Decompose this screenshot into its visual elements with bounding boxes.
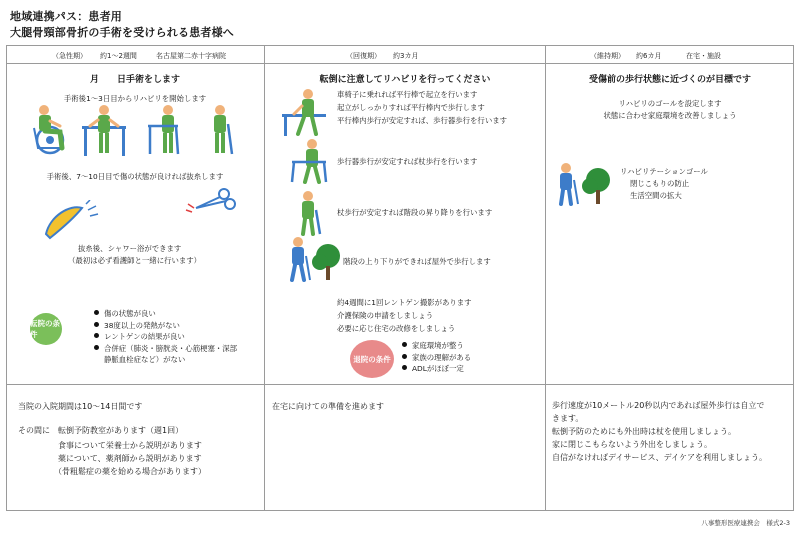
recovery-notes: [337, 296, 472, 335]
maintenance-bottom-notes: [552, 399, 767, 464]
parallel-bars-patient-icon: [282, 88, 330, 138]
acute-heading: 月 日手術をします: [89, 75, 180, 85]
bottom-line: 転倒予防のためにも外出時は杖を使用しましょう。: [552, 427, 736, 436]
list-item: ADLがほぼ一定: [402, 363, 471, 375]
cane-patient-icon: [294, 190, 324, 236]
recovery-step-stairs: 階段の上り下りができれば屋外で歩行します: [343, 257, 491, 266]
walker-patient-icon: [148, 105, 178, 154]
early-rehab-figures: [20, 104, 250, 160]
document-title: 地域連携パス：患者用: [10, 10, 122, 23]
recovery-steps-1: [337, 88, 507, 127]
list-item: 家庭環境が整う: [402, 340, 471, 352]
list-item: 合併症（肺炎・膀胱炎・心筋梗塞・深部: [94, 343, 237, 355]
gauze-pad-icon: [40, 200, 100, 242]
bottom-line: 薬について、薬剤師から説明があります: [18, 454, 202, 463]
note-text: 約4週間に1回レントゲン撮影があります: [337, 298, 472, 307]
maintenance-phase-label: （維持期）: [590, 52, 625, 60]
cane-patient-icon: [214, 105, 232, 154]
transfer-conditions-list: [94, 308, 237, 366]
recovery-step-cane: 杖歩行が安定すれば階段の昇り降りを行います: [337, 208, 493, 217]
list-item: 傷の状態が良い: [94, 308, 237, 320]
transfer-conditions-badge: 転院の条件: [30, 313, 62, 345]
cane-patient-icon: [560, 163, 578, 204]
cane-patient-icon: [292, 237, 310, 280]
step-text: 平行棒内歩行が安定すれば、歩行器歩行を行います: [337, 116, 507, 125]
wheelchair-patient-icon: [34, 105, 64, 153]
goal-text: リハビリテーションゴール: [620, 167, 708, 176]
bottom-line: その間に 転倒予防教室があります（週1回）: [18, 426, 184, 435]
bottom-line: 歩行速度が10メートル20秒以内であれば屋外歩行は自立で: [552, 401, 765, 410]
step-text: 起立がしっかりすれば平行棒内で歩行します: [337, 103, 485, 112]
form-number: 八事整形医療連携会 様式2-3: [701, 519, 790, 527]
bottom-line: 当院の入院期間は10～14日間です: [18, 402, 143, 411]
acute-stitches-text: 手術後、7～10日目で傷の状態が良ければ抜糸します: [46, 172, 224, 181]
recovery-step-walker: 歩行器歩行が安定すれば杖歩行を行います: [337, 157, 478, 166]
acute-shower-text-2: （最初は必ず看護師と一緒に行います）: [68, 256, 202, 265]
recovery-bottom-note: 在宅に向けての準備を進めます: [272, 402, 384, 411]
acute-period: 約1～2週間: [100, 52, 137, 60]
acute-rehab-text: 手術後1～3日目からリハビリを開始します: [63, 94, 207, 103]
header-divider: [6, 63, 794, 64]
list-item: 家族の理解がある: [402, 352, 471, 364]
bottom-line: （骨粗鬆症の薬を始める場合があります）: [18, 467, 206, 476]
note-text: 必要に応じ住宅の改修をしましょう: [337, 324, 456, 333]
maintenance-goals: [620, 166, 708, 202]
recovery-period: 約3カ月: [393, 52, 419, 60]
parallel-bars-patient-icon: [82, 105, 126, 156]
bottom-line: [18, 415, 206, 423]
note-text: 介護保険の申請をしましょう: [337, 311, 434, 320]
goal-figure: [552, 162, 616, 206]
document-subtitle: 大腿骨頸部骨折の手術を受けられる患者様へ: [10, 26, 234, 39]
maintenance-goal-2: 状態に合わせ家庭環境を改善しましょう: [603, 111, 737, 120]
list-item: 静脈血栓症など）がない: [104, 355, 186, 364]
outdoor-walk-figure: [284, 236, 344, 282]
acute-shower-text-1: 抜糸後、シャワー浴ができます: [78, 244, 182, 253]
maintenance-facility: 在宅・施設: [686, 52, 721, 60]
scissors-icon: [184, 186, 240, 216]
maintenance-period: 約6カ月: [636, 52, 662, 60]
maintenance-heading: 受傷前の歩行状態に近づくのが目標です: [588, 75, 751, 85]
goal-text: 閉じこもりの防止: [630, 179, 690, 188]
tree-icon: [312, 244, 340, 280]
recovery-phase-label: （回復期）: [346, 52, 381, 60]
bottom-line: きます。: [552, 414, 584, 423]
goal-text: 生活空間の拡大: [630, 191, 682, 200]
recovery-heading: 転倒に注意してリハビリを行ってください: [319, 75, 491, 85]
list-item: レントゲンの結果が良い: [94, 331, 237, 343]
walker-patient-icon: [290, 138, 330, 184]
list-item: 38度以上の発熱がない: [94, 320, 237, 332]
acute-facility: 名古屋第二赤十字病院: [156, 52, 226, 60]
bottom-line: 家に閉じこもらないよう外出をしましょう。: [552, 440, 712, 449]
discharge-conditions-list: [402, 340, 471, 375]
bottom-divider: [6, 384, 794, 385]
maintenance-goal-1: リハビリのゴールを設定します: [618, 99, 722, 108]
column-divider-1: [264, 45, 265, 511]
acute-phase-label: （急性期）: [52, 52, 87, 60]
bottom-line: 食事について栄養士から説明があります: [18, 441, 202, 450]
acute-bottom-notes: [18, 399, 206, 478]
discharge-conditions-badge: 退院の条件: [350, 340, 394, 378]
tree-icon: [582, 168, 610, 204]
step-text: 車椅子に乗れれば平行棒で起立を行います: [337, 90, 478, 99]
bottom-line: 自信がなければデイサービス、デイケアを利用しましょう。: [552, 453, 767, 462]
